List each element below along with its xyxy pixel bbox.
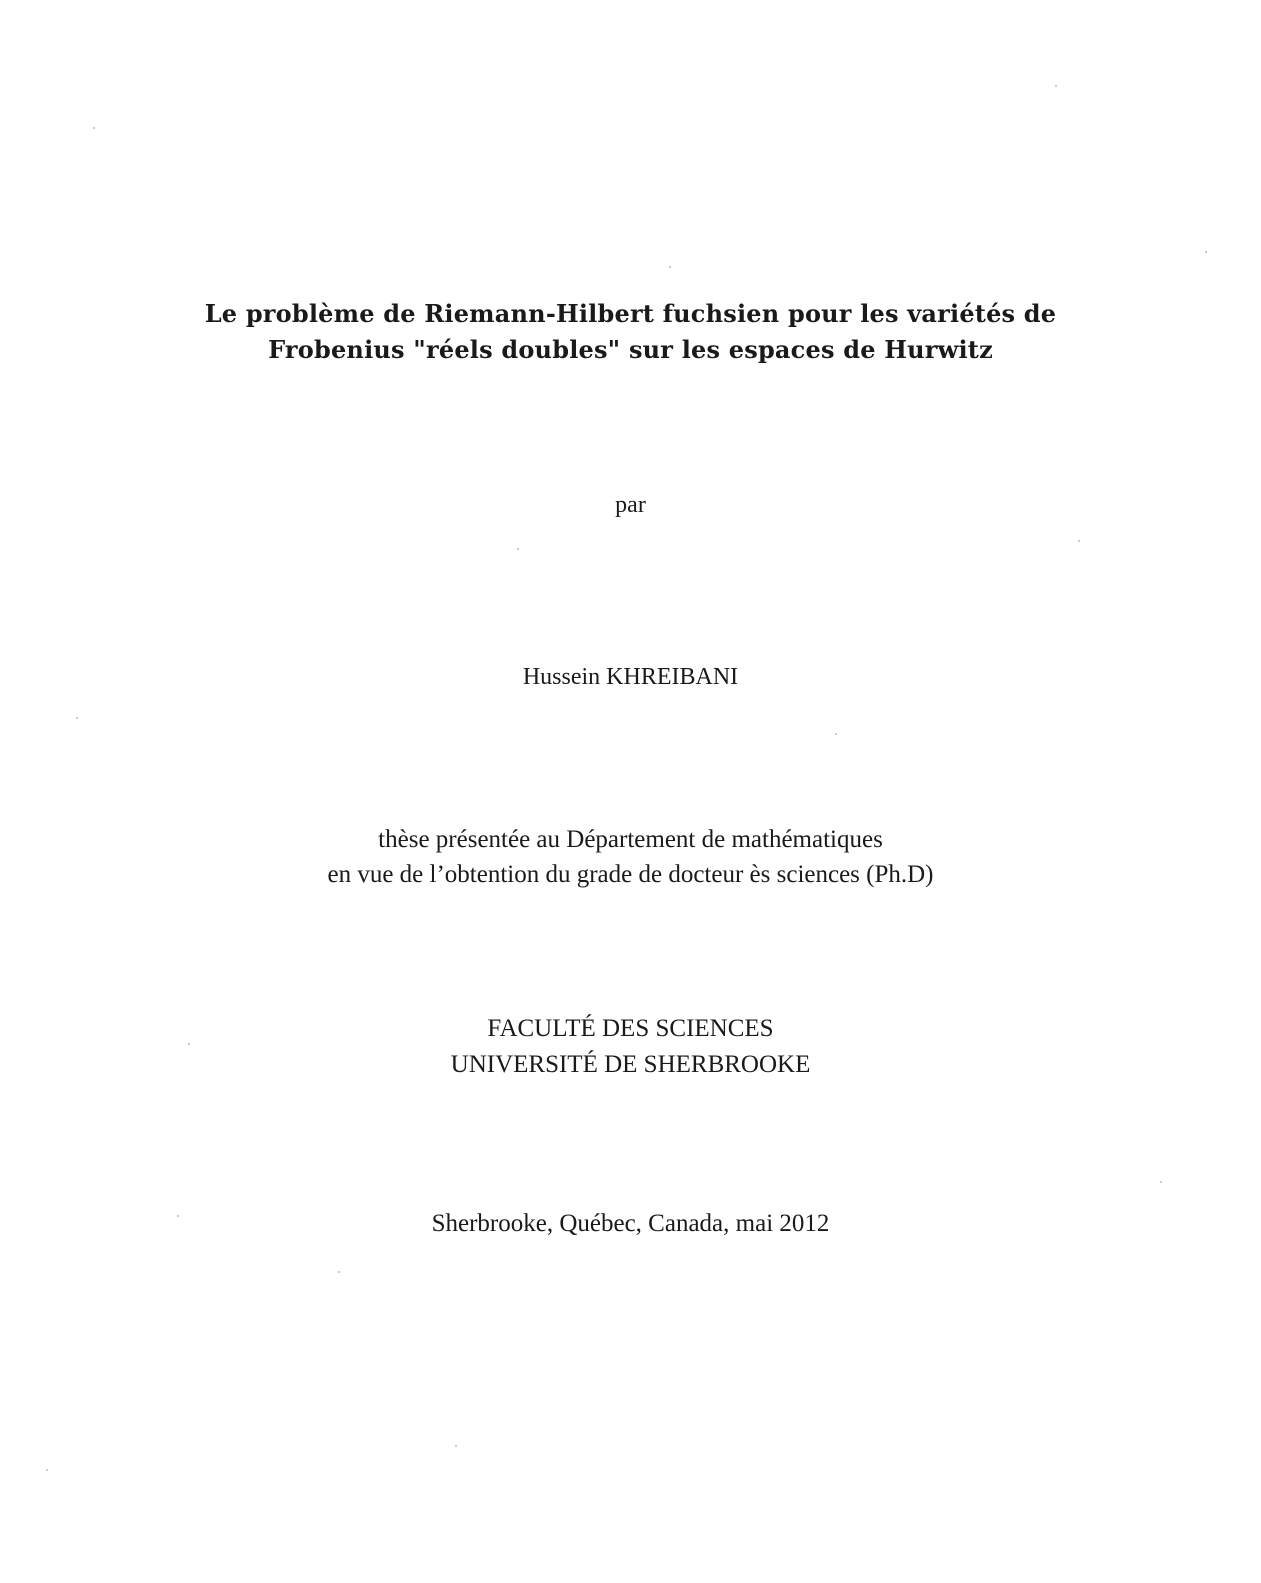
scan-speck <box>338 1271 340 1273</box>
scan-speck <box>1205 251 1207 253</box>
thesis-statement-line-1: thèse présentée au Département de mathématiques <box>378 826 883 853</box>
by-label <box>0 490 1261 520</box>
scan-speck <box>517 548 519 550</box>
scan-speck <box>46 1469 48 1471</box>
scan-speck <box>669 266 671 268</box>
university-name: UNIVERSITÉ DE SHERBROOKE <box>450 1051 811 1078</box>
scan-speck <box>93 127 95 129</box>
thesis-title-line-2: Frobenius "réels doubles" sur les espaces de Hurwitz <box>268 335 993 364</box>
author-block <box>0 662 1261 692</box>
scan-speck <box>177 1215 179 1217</box>
scan-speck <box>188 1043 190 1045</box>
scan-speck <box>1078 540 1080 542</box>
faculty-name: FACULTÉ DES SCIENCES <box>487 1015 774 1042</box>
scan-speck <box>455 1445 457 1447</box>
scan-speck <box>1160 1181 1162 1183</box>
place-date-text: Sherbrooke, Québec, Canada, mai 2012 <box>431 1210 830 1237</box>
scan-speck <box>835 733 837 735</box>
place-date-block <box>0 1208 1261 1240</box>
thesis-statement-line-2: en vue de l’obtention du grade de docteur ès sciences (Ph.D) <box>327 861 934 888</box>
institution-block <box>0 1011 1261 1083</box>
thesis-statement <box>0 822 1261 892</box>
author-name: Hussein KHREIBANI <box>522 664 739 690</box>
scan-speck <box>76 717 78 719</box>
thesis-title-line-1: Le problème de Riemann-Hilbert fuchsien pour les variétés de <box>204 299 1057 328</box>
scan-speck <box>1055 85 1057 87</box>
thesis-title <box>0 296 1261 368</box>
by-text: par <box>615 492 646 518</box>
